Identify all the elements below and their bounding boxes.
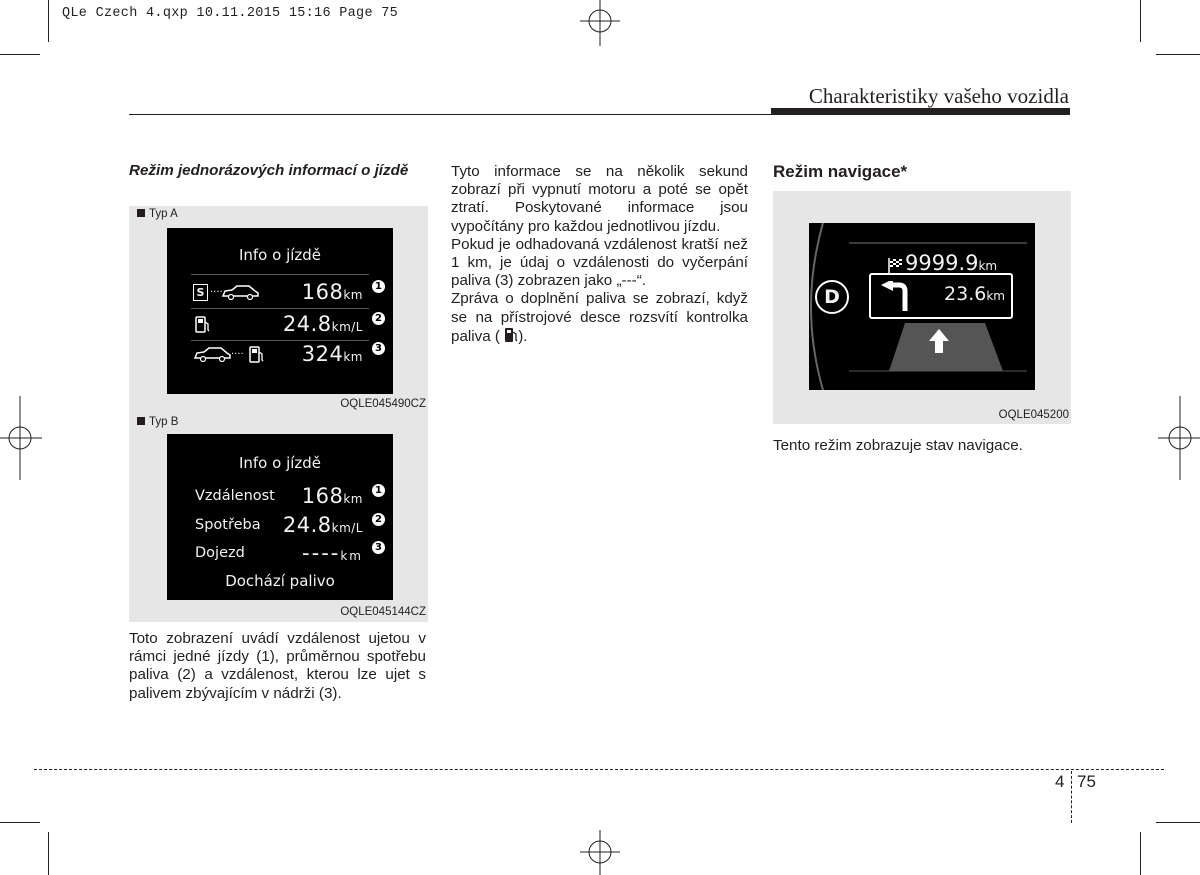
navigation-screen bbox=[809, 223, 1035, 390]
trip-distance-unit: km bbox=[343, 288, 363, 302]
header-rule-thick bbox=[771, 108, 1070, 115]
figure-a-label: Typ A bbox=[137, 208, 178, 220]
trip-distance-row bbox=[167, 484, 393, 510]
page-number: 75 bbox=[1077, 772, 1096, 791]
screen-divider bbox=[191, 274, 369, 275]
range-value: 324 bbox=[301, 342, 344, 366]
badge-1: 1 bbox=[372, 484, 385, 497]
screen-divider bbox=[191, 308, 369, 309]
consumption-value: 24.8 bbox=[282, 513, 332, 537]
fuel-pump-icon bbox=[504, 327, 518, 343]
range-row: .... 324km 3 bbox=[167, 342, 393, 368]
middle-paragraph-1: Tyto informace se na několik sekund zobrazí při vypnutí motoru a poté se opět ztratí. Poskytované informace jsou vypočítány pro každou jednotlivou jízdu. bbox=[451, 163, 748, 235]
consumption-unit: km/L bbox=[331, 521, 363, 535]
screen-title: Info o jízdě bbox=[238, 454, 322, 472]
distance-value: 168 bbox=[301, 484, 344, 508]
registration-target-icon bbox=[580, 0, 620, 48]
range-row bbox=[167, 541, 393, 567]
footer-divider bbox=[1071, 771, 1072, 823]
s-icon: S bbox=[193, 284, 208, 301]
turn-box bbox=[869, 273, 1013, 319]
turn-arrow-icon bbox=[879, 281, 915, 311]
footer-dotted-rule bbox=[34, 769, 1164, 770]
registration-target-icon bbox=[580, 830, 620, 875]
badge-2: 2 bbox=[372, 312, 385, 325]
trip-distance-value: 168 bbox=[301, 280, 344, 304]
registration-target-icon bbox=[1158, 396, 1200, 480]
distance-label: Vzdálenost bbox=[195, 488, 275, 504]
middle-paragraph-3: Zpráva o doplnění paliva se zobrazí, když se na přístrojové desce rozsvítí kontrolka paliva ( ). bbox=[451, 290, 748, 345]
fuel-pump-icon bbox=[195, 316, 211, 334]
running-head: Charakteristiky vašeho vozidla bbox=[808, 84, 1069, 108]
badge-2: 2 bbox=[372, 513, 385, 526]
right-paragraph: Tento režim zobrazuje stav navigace. bbox=[773, 437, 1023, 454]
chapter-number: 4 bbox=[1055, 772, 1065, 791]
badge-1: 1 bbox=[372, 280, 385, 293]
fuel-pump-icon bbox=[249, 346, 265, 364]
figure-b bbox=[129, 414, 428, 622]
middle-column-text bbox=[451, 163, 748, 346]
turn-distance: 23.6km bbox=[944, 283, 1005, 305]
range-label: Dojezd bbox=[195, 545, 245, 561]
car-icon bbox=[193, 346, 231, 362]
navigation-figure-code: OQLE045200 bbox=[998, 409, 1069, 421]
fuel-economy-row bbox=[167, 513, 393, 539]
print-header: QLe Czech 4.qxp 10.11.2015 15:16 Page 75 bbox=[62, 6, 399, 21]
trip-distance-row: S .... 168km 1 bbox=[167, 280, 393, 306]
fuel-economy-row bbox=[167, 312, 393, 338]
gear-indicator: D bbox=[815, 280, 849, 314]
car-icon bbox=[221, 284, 259, 300]
fuel-economy-value: 24.8 bbox=[282, 312, 332, 336]
figure-b-code: OQLE045144CZ bbox=[340, 606, 426, 618]
header-rule bbox=[129, 114, 771, 115]
straight-arrow-icon bbox=[927, 327, 951, 353]
fuel-economy-unit: km/L bbox=[331, 320, 363, 334]
low-fuel-warning: Dochází palivo bbox=[225, 572, 335, 590]
screen-divider bbox=[191, 340, 369, 341]
left-paragraph: Toto zobrazení uvádí vzdálenost ujetou v rámci jedné jízdy (1), průměrnou spotřebu paliva (2) a vzdálenost, kterou lze ujet s palivem zbývajícím v nádrži (3). bbox=[129, 630, 426, 702]
figure-b-label: Typ B bbox=[137, 416, 178, 428]
total-distance: 9999.9km bbox=[905, 251, 998, 275]
distance-unit: km bbox=[343, 492, 363, 506]
trip-info-screen-b bbox=[167, 434, 393, 600]
screen-title: Info o jízdě bbox=[238, 246, 322, 264]
figure-a bbox=[129, 206, 428, 414]
section-title-trip-info: Režim jednorázových informací o jízdě bbox=[129, 162, 409, 179]
range-unit: km bbox=[343, 350, 363, 364]
figure-a-code: OQLE045490CZ bbox=[340, 398, 426, 410]
range-value: ---- bbox=[302, 541, 341, 565]
trip-info-screen-a bbox=[167, 228, 393, 394]
checkered-flag-icon bbox=[887, 257, 903, 273]
registration-target-icon bbox=[0, 396, 42, 480]
badge-3: 3 bbox=[372, 342, 385, 355]
section-title-navigation: Režim navigace* bbox=[773, 162, 908, 181]
badge-3: 3 bbox=[372, 541, 385, 554]
navigation-figure bbox=[773, 191, 1071, 424]
consumption-label: Spotřeba bbox=[195, 517, 261, 533]
middle-paragraph-2: Pokud je odhadovaná vzdálenost kratší než 1 km, je údaj o vzdálenosti do vyčerpání paliva (3) zobrazen jako „---“. bbox=[451, 235, 748, 290]
range-unit: km bbox=[340, 549, 363, 563]
